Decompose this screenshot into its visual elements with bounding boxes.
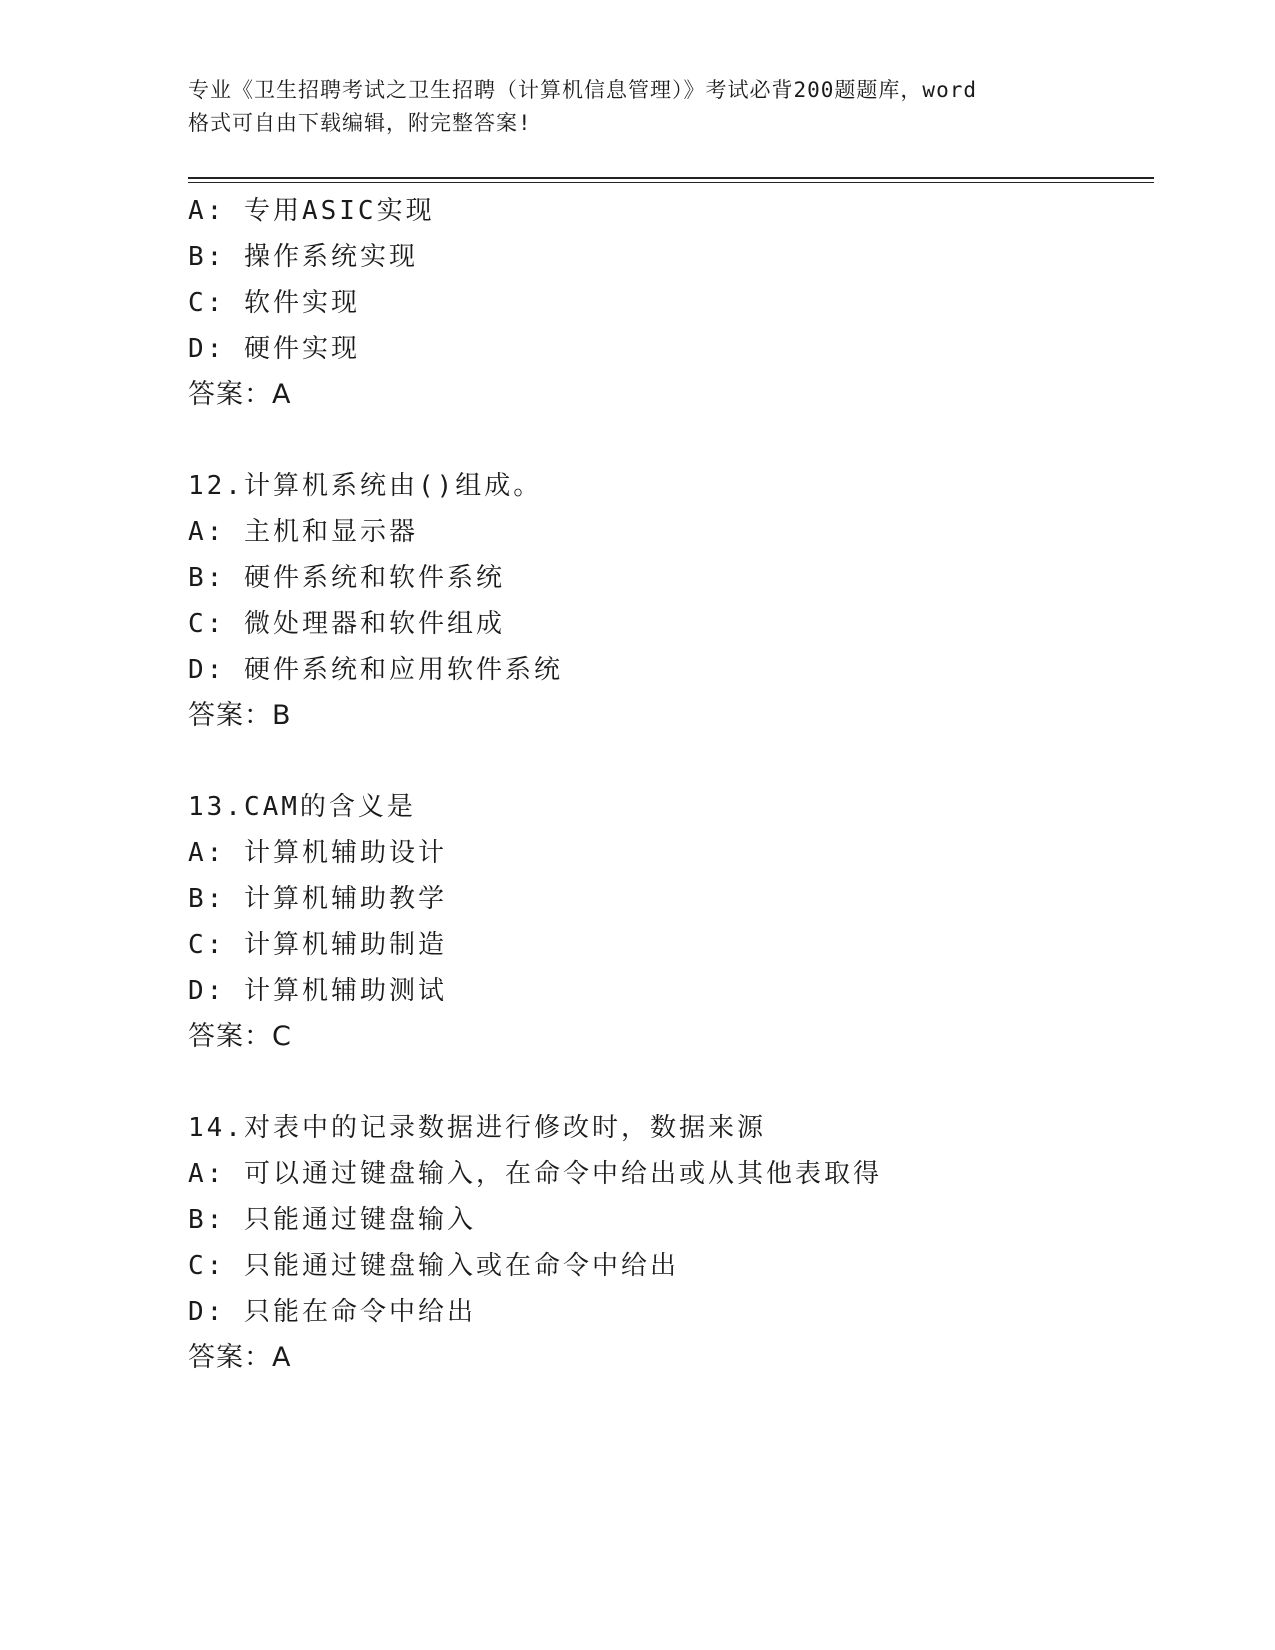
option-b: B: 硬件系统和软件系统: [188, 563, 505, 593]
question-stem: 13.CAM的含义是: [188, 792, 416, 822]
option-c: C: 微处理器和软件组成: [188, 609, 505, 639]
question-block-11: [188, 188, 1148, 418]
question-spacer: [188, 739, 1148, 784]
question-block-14: [188, 1105, 1148, 1381]
option-d: D: 硬件实现: [188, 334, 360, 364]
option-d: D: 硬件系统和应用软件系统: [188, 655, 563, 685]
question-block-13: [188, 784, 1148, 1060]
option-b: B: 计算机辅助教学: [188, 884, 447, 914]
answer-line: 答案：A: [188, 379, 292, 410]
answer-line: 答案：C: [188, 1021, 292, 1052]
question-stem: 14.对表中的记录数据进行修改时，数据来源: [188, 1113, 766, 1143]
answer-line: 答案：B: [188, 700, 292, 731]
option-c: C: 计算机辅助制造: [188, 930, 447, 960]
option-a: A: 计算机辅助设计: [188, 838, 447, 868]
option-d: D: 只能在命令中给出: [188, 1297, 476, 1327]
option-c: C: 软件实现: [188, 288, 360, 318]
question-list: [188, 188, 1148, 1381]
option-a: A: 主机和显示器: [188, 517, 418, 547]
question-stem: 12.计算机系统由()组成。: [188, 471, 543, 501]
option-c: C: 只能通过键盘输入或在命令中给出: [188, 1251, 679, 1281]
header-line-1: 专业《卫生招聘考试之卫生招聘（计算机信息管理）》考试必背200题题库，word: [188, 78, 977, 102]
question-block-12: [188, 463, 1148, 739]
answer-line: 答案：A: [188, 1342, 292, 1373]
header-divider-thick: [188, 177, 1154, 179]
option-d: D: 计算机辅助测试: [188, 976, 447, 1006]
option-a: A: 专用ASIC实现: [188, 196, 435, 226]
option-a: A: 可以通过键盘输入，在命令中给出或从其他表取得: [188, 1159, 882, 1189]
header-line-2: 格式可自由下载编辑，附完整答案!: [188, 111, 532, 135]
question-spacer: [188, 418, 1148, 463]
question-spacer: [188, 1060, 1148, 1105]
document-header: [188, 74, 1088, 140]
header-divider-thin: [188, 182, 1154, 183]
option-b: B: 操作系统实现: [188, 242, 418, 272]
option-b: B: 只能通过键盘输入: [188, 1205, 476, 1235]
